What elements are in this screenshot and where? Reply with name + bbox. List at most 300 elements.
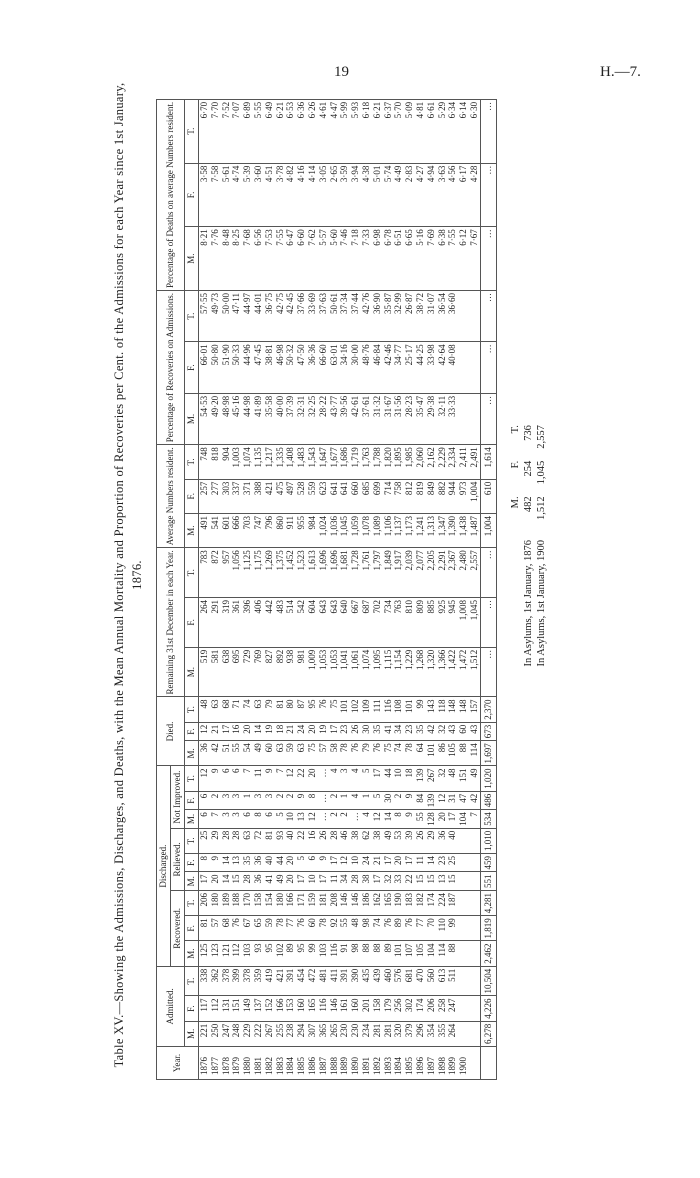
table-cell: 63 bbox=[296, 741, 307, 766]
table-cell: 17 bbox=[372, 872, 383, 891]
total-cell: 1,697 bbox=[480, 741, 496, 766]
sex-header-f: F. bbox=[185, 854, 199, 873]
table-cell: 75 bbox=[329, 697, 340, 722]
table-cell: 378 bbox=[242, 966, 253, 996]
table-cell: 125 bbox=[199, 941, 210, 966]
table-cell: 1,004 bbox=[469, 479, 480, 513]
table-cell: 2 bbox=[285, 791, 296, 810]
table-cell: 3·05 bbox=[318, 163, 329, 227]
col-discharged: Discharged. bbox=[157, 766, 171, 966]
table-cell: 93 bbox=[275, 828, 286, 853]
table-cell: 1,061 bbox=[350, 647, 361, 697]
table-cell: 162 bbox=[372, 891, 383, 916]
year-cell: 1895 bbox=[404, 1047, 415, 1080]
table-cell: 40 bbox=[264, 854, 275, 873]
footer-f-head: F. bbox=[509, 460, 521, 469]
table-cell: 49 bbox=[253, 741, 264, 766]
table-cell: 81 bbox=[264, 828, 275, 853]
table-row bbox=[339, 99, 350, 1079]
footer-t-head: T. bbox=[509, 425, 521, 434]
total-cell: … bbox=[480, 99, 496, 163]
table-cell: 99 bbox=[415, 697, 426, 722]
table-cell: 613 bbox=[437, 966, 448, 996]
table-cell: 60 bbox=[458, 722, 469, 741]
footer-m1: 482 bbox=[522, 496, 534, 513]
table-cell: 4 bbox=[361, 810, 372, 829]
year-cell: 1877 bbox=[210, 1047, 221, 1080]
table-cell: 43 bbox=[469, 722, 480, 741]
table-cell: 2·65 bbox=[329, 163, 340, 227]
table-cell bbox=[458, 916, 469, 941]
table-cell: 1,041 bbox=[339, 647, 350, 697]
table-cell: 77 bbox=[415, 916, 426, 941]
table-cell: 5·60 bbox=[329, 227, 340, 291]
sex-header-t: T. bbox=[185, 891, 199, 916]
year-cell: 1889 bbox=[339, 1047, 350, 1080]
table-cell: 390 bbox=[350, 966, 361, 996]
table-cell: 5·29 bbox=[437, 99, 448, 163]
sex-header-f: F. bbox=[185, 479, 199, 513]
table-cell: 146 bbox=[339, 891, 350, 916]
table-cell: 41 bbox=[383, 722, 394, 741]
year-cell: 1893 bbox=[383, 1047, 394, 1080]
table-cell: 1,335 bbox=[275, 445, 286, 479]
table-cell: 1,366 bbox=[437, 647, 448, 697]
table-cell: 76 bbox=[404, 916, 415, 941]
table-cell: 470 bbox=[415, 966, 426, 996]
table-cell: 4·14 bbox=[307, 163, 318, 227]
table-cell: 819 bbox=[415, 479, 426, 513]
table-cell: 46·98 bbox=[275, 342, 286, 393]
table-cell bbox=[469, 342, 480, 393]
table-row bbox=[329, 99, 340, 1079]
table-cell: 1,512 bbox=[469, 647, 480, 697]
total-cell: … bbox=[480, 163, 496, 227]
table-cell: 31·56 bbox=[393, 393, 404, 444]
page-number: 19 bbox=[334, 64, 349, 80]
total-cell: 4,281 bbox=[480, 891, 496, 916]
table-cell: 186 bbox=[361, 891, 372, 916]
table-cell: 28 bbox=[329, 828, 340, 853]
table-cell: 23 bbox=[437, 854, 448, 873]
table-cell: 19 bbox=[264, 722, 275, 741]
table-cell: 44 bbox=[383, 766, 394, 791]
sex-header-t: T. bbox=[185, 548, 199, 598]
table-cell: 63 bbox=[242, 828, 253, 853]
table-cell: 74 bbox=[372, 916, 383, 941]
table-cell: 6 bbox=[221, 766, 232, 791]
table-cell: 65 bbox=[253, 916, 264, 941]
table-cell: 528 bbox=[296, 479, 307, 513]
total-cell: 1,004 bbox=[480, 513, 496, 547]
table-cell: 114 bbox=[437, 941, 448, 966]
table-cell: 6·37 bbox=[383, 99, 394, 163]
table-cell: 109 bbox=[361, 697, 372, 722]
table-cell bbox=[469, 891, 480, 916]
table-row bbox=[437, 99, 448, 1079]
table-row bbox=[350, 99, 361, 1079]
total-cell: 2,370 bbox=[480, 697, 496, 722]
table-cell: 32 bbox=[437, 766, 448, 791]
table-cell: 687 bbox=[361, 598, 372, 648]
table-cell: 892 bbox=[275, 647, 286, 697]
table-cell: 105 bbox=[415, 941, 426, 966]
year-cell: 1880 bbox=[242, 1047, 253, 1080]
footer-values bbox=[509, 425, 548, 520]
table-cell: 53 bbox=[393, 828, 404, 853]
sex-header-f: F. bbox=[185, 722, 199, 741]
table-cell: 16 bbox=[307, 828, 318, 853]
table-cell: 43·77 bbox=[329, 393, 340, 444]
table-cell: 50·32 bbox=[285, 342, 296, 393]
table-cell: 15 bbox=[231, 872, 242, 891]
table-cell: 139 bbox=[415, 766, 426, 791]
table-cell: 84 bbox=[415, 791, 426, 810]
table-cell: 604 bbox=[307, 598, 318, 648]
table-cell: 1,217 bbox=[264, 445, 275, 479]
table-cell: 42·64 bbox=[437, 342, 448, 393]
table-cell: 1,089 bbox=[372, 513, 383, 547]
col-died: Died. bbox=[157, 697, 185, 766]
table-cell: 399 bbox=[231, 966, 242, 996]
table-cell: 87 bbox=[296, 697, 307, 722]
rotated-table-block bbox=[110, 70, 670, 1080]
table-cell: 1,788 bbox=[372, 445, 383, 479]
table-cell: 104 bbox=[458, 810, 469, 829]
table-cell: 36 bbox=[199, 741, 210, 766]
table-row bbox=[447, 99, 458, 1079]
table-cell: 601 bbox=[221, 513, 232, 547]
table-cell: 99 bbox=[307, 941, 318, 966]
table-cell: 2,557 bbox=[469, 548, 480, 598]
year-cell: 1885 bbox=[296, 1047, 307, 1080]
table-cell: 44·25 bbox=[415, 342, 426, 393]
table-cell: 281 bbox=[383, 1021, 394, 1046]
table-cell bbox=[469, 854, 480, 873]
table-cell: 14 bbox=[383, 810, 394, 829]
table-cell: 1,422 bbox=[447, 647, 458, 697]
table-cell: 10 bbox=[285, 810, 296, 829]
table-cell: 411 bbox=[329, 966, 340, 996]
table-cell: 1,728 bbox=[350, 548, 361, 598]
footer-line-1876: In Asylums, 1st January, 1876 bbox=[522, 540, 534, 667]
table-cell: 559 bbox=[307, 479, 318, 513]
table-cell: 8 bbox=[307, 791, 318, 810]
table-cell: 41 bbox=[264, 872, 275, 891]
table-cell: 267 bbox=[264, 1021, 275, 1046]
total-cell: 459 bbox=[480, 854, 496, 873]
table-cell: 23 bbox=[404, 722, 415, 741]
table-cell: 33·69 bbox=[307, 291, 318, 342]
table-cell: 12 bbox=[285, 766, 296, 791]
table-cell: 4 bbox=[329, 766, 340, 791]
sex-header-t: T. bbox=[185, 828, 199, 853]
table-cell: 15 bbox=[447, 872, 458, 891]
table-row bbox=[458, 99, 469, 1079]
table-cell: 49·20 bbox=[210, 393, 221, 444]
table-cell: 872 bbox=[210, 548, 221, 598]
table-cell: 4 bbox=[350, 791, 361, 810]
table-cell: 419 bbox=[264, 966, 275, 996]
table-cell: 2·83 bbox=[404, 163, 415, 227]
table-cell: 6·53 bbox=[285, 99, 296, 163]
table-cell: 165 bbox=[307, 996, 318, 1021]
total-cell: 673 bbox=[480, 722, 496, 741]
table-cell bbox=[458, 941, 469, 966]
table-cell: 354 bbox=[426, 1021, 437, 1046]
table-cell: 28 bbox=[242, 872, 253, 891]
table-cell: 23 bbox=[339, 722, 350, 741]
table-cell: 116 bbox=[383, 697, 394, 722]
table-cell: 57 bbox=[210, 916, 221, 941]
table-cell: 5 bbox=[361, 766, 372, 791]
table-cell: 44·97 bbox=[242, 291, 253, 342]
table-cell: 1 bbox=[361, 791, 372, 810]
table-cell: 20 bbox=[210, 872, 221, 891]
table-cell: 12 bbox=[199, 722, 210, 741]
table-cell: 5·09 bbox=[404, 99, 415, 163]
table-cell: 7·46 bbox=[339, 227, 350, 291]
table-cell: 39 bbox=[404, 828, 415, 853]
table-cell: 148 bbox=[458, 697, 469, 722]
table-cell: … bbox=[318, 791, 329, 810]
table-cell: 511 bbox=[447, 966, 458, 996]
sex-header-t: T. bbox=[185, 291, 199, 342]
footer-f1: 254 bbox=[522, 460, 534, 477]
year-cell: 1899 bbox=[447, 1047, 458, 1080]
table-cell: 1,078 bbox=[361, 513, 372, 547]
table-cell: 49 bbox=[275, 872, 286, 891]
table-cell: 4·74 bbox=[231, 163, 242, 227]
table-cell: 703 bbox=[242, 513, 253, 547]
table-row bbox=[383, 99, 394, 1079]
table-cell: 32·31 bbox=[296, 393, 307, 444]
table-cell: 76 bbox=[372, 741, 383, 766]
table-cell: 1,115 bbox=[383, 647, 394, 697]
table-cell: 2 bbox=[339, 810, 350, 829]
table-row bbox=[393, 99, 404, 1079]
table-cell: 32·11 bbox=[437, 393, 448, 444]
table-cell: 361 bbox=[231, 598, 242, 648]
table-cell: 174 bbox=[426, 891, 437, 916]
table-cell: 12 bbox=[339, 854, 350, 873]
footer-m2: 1,512 bbox=[535, 496, 547, 520]
table-cell: 20 bbox=[307, 722, 318, 741]
table-cell: 1,137 bbox=[393, 513, 404, 547]
total-cell: … bbox=[480, 548, 496, 598]
table-cell: 98 bbox=[361, 916, 372, 941]
table-cell: 257 bbox=[199, 479, 210, 513]
table-cell: 95 bbox=[296, 941, 307, 966]
sex-header-t: T. bbox=[185, 445, 199, 479]
table-cell: 491 bbox=[199, 513, 210, 547]
table-row bbox=[199, 99, 210, 1079]
table-row bbox=[469, 99, 480, 1079]
table-cell: 2,229 bbox=[437, 445, 448, 479]
table-cell: 36 bbox=[437, 828, 448, 853]
table-cell: 35·47 bbox=[415, 393, 426, 444]
table-cell: 35·87 bbox=[383, 291, 394, 342]
footer-labels bbox=[509, 520, 548, 1080]
col-remaining: Remaining 31st December in each Year. bbox=[157, 548, 185, 697]
table-cell: 8 bbox=[393, 810, 404, 829]
table-cell: 34 bbox=[339, 872, 350, 891]
table-cell: 151 bbox=[458, 766, 469, 791]
table-cell: 46·84 bbox=[372, 342, 383, 393]
table-cell bbox=[458, 828, 469, 853]
table-cell: 1,036 bbox=[329, 513, 340, 547]
table-cell: 57 bbox=[318, 741, 329, 766]
table-cell: 75 bbox=[307, 741, 318, 766]
table-cell: 42·46 bbox=[383, 342, 394, 393]
col-recovered: Recovered. bbox=[171, 891, 185, 967]
table-cell: 32 bbox=[437, 722, 448, 741]
total-cell: 2,462 bbox=[480, 941, 496, 966]
total-cell: 534 bbox=[480, 810, 496, 829]
table-cell: 1,472 bbox=[458, 647, 469, 697]
table-cell: 9 bbox=[404, 791, 415, 810]
table-cell: 4·38 bbox=[361, 163, 372, 227]
table-cell: 7·68 bbox=[242, 227, 253, 291]
table-cell: 15 bbox=[426, 872, 437, 891]
table-cell: 641 bbox=[329, 479, 340, 513]
table-cell: 99 bbox=[447, 916, 458, 941]
table-cell: 827 bbox=[264, 647, 275, 697]
table-cell: 51 bbox=[221, 741, 232, 766]
table-cell: 62 bbox=[361, 828, 372, 853]
table-cell bbox=[458, 891, 469, 916]
table-cell: 5·39 bbox=[242, 163, 253, 227]
sex-header-m: M. bbox=[185, 1021, 199, 1046]
table-cell: 139 bbox=[426, 791, 437, 810]
table-cell: 63 bbox=[275, 741, 286, 766]
table-cell: 3·58 bbox=[199, 163, 210, 227]
table-cell: 796 bbox=[264, 513, 275, 547]
table-cell: 643 bbox=[318, 598, 329, 648]
table-cell: 103 bbox=[242, 941, 253, 966]
table-cell: 42 bbox=[469, 791, 480, 810]
table-cell: 6·65 bbox=[404, 227, 415, 291]
table-cell bbox=[458, 393, 469, 444]
table-cell: 161 bbox=[339, 996, 350, 1021]
table-cell: 34·16 bbox=[339, 342, 350, 393]
table-cell: 1,763 bbox=[361, 445, 372, 479]
table-cell: 9 bbox=[404, 810, 415, 829]
table-cell: 2,411 bbox=[458, 445, 469, 479]
col-pct-deaths: Percentage of Deaths on average Numbers resident. bbox=[157, 99, 185, 290]
table-cell: 6·12 bbox=[458, 227, 469, 291]
table-cell: 160 bbox=[296, 996, 307, 1021]
table-cell: 809 bbox=[415, 598, 426, 648]
statistics-table bbox=[156, 99, 497, 1080]
table-cell: 729 bbox=[242, 647, 253, 697]
year-cell: 1881 bbox=[253, 1047, 264, 1080]
table-cell: 20 bbox=[242, 722, 253, 741]
table-cell: 51·90 bbox=[221, 342, 232, 393]
table-cell: 406 bbox=[253, 598, 264, 648]
year-cell: 1896 bbox=[415, 1047, 426, 1080]
table-cell: 24 bbox=[296, 722, 307, 741]
table-cell: 224 bbox=[437, 891, 448, 916]
table-cell: 291 bbox=[210, 598, 221, 648]
table-cell: 188 bbox=[231, 891, 242, 916]
table-cell: 258 bbox=[437, 996, 448, 1021]
table-cell: 1,408 bbox=[285, 445, 296, 479]
table-cell: 1,686 bbox=[339, 445, 350, 479]
table-cell: 114 bbox=[469, 741, 480, 766]
table-cell: 1,313 bbox=[426, 513, 437, 547]
table-cell: 944 bbox=[447, 479, 458, 513]
table-cell: 46 bbox=[339, 828, 350, 853]
table-cell: 59 bbox=[264, 916, 275, 941]
table-cell: 1,175 bbox=[253, 548, 264, 598]
table-cell: 20 bbox=[393, 854, 404, 873]
table-cell: 1,917 bbox=[393, 548, 404, 598]
table-cell: 667 bbox=[350, 598, 361, 648]
table-cell: 33 bbox=[393, 872, 404, 891]
table-cell: 581 bbox=[210, 647, 221, 697]
table-cell: 80 bbox=[285, 697, 296, 722]
table-cell: 6·49 bbox=[264, 99, 275, 163]
table-cell: 42·45 bbox=[285, 291, 296, 342]
year-cell: 1898 bbox=[437, 1047, 448, 1080]
year-cell: 1900 bbox=[458, 1047, 469, 1080]
table-cell bbox=[458, 996, 469, 1021]
table-cell: 137 bbox=[253, 996, 264, 1021]
table-cell: 72 bbox=[253, 828, 264, 853]
table-cell: 154 bbox=[264, 891, 275, 916]
table-cell: 16 bbox=[231, 722, 242, 741]
table-cell: 1,229 bbox=[404, 647, 415, 697]
table-cell: 7 bbox=[242, 766, 253, 791]
table-cell: 7·55 bbox=[275, 227, 286, 291]
table-cell: 699 bbox=[372, 479, 383, 513]
table-cell: 37·39 bbox=[285, 393, 296, 444]
table-cell: 681 bbox=[404, 966, 415, 996]
table-cell: 1,895 bbox=[393, 445, 404, 479]
sex-header-m: M. bbox=[185, 393, 199, 444]
table-cell: 121 bbox=[221, 941, 232, 966]
table-cell: 22 bbox=[296, 766, 307, 791]
table-cell: 183 bbox=[404, 891, 415, 916]
table-cell: 187 bbox=[447, 891, 458, 916]
table-cell: 6·14 bbox=[458, 99, 469, 163]
table-cell: 38 bbox=[350, 828, 361, 853]
table-cell: 957 bbox=[221, 548, 232, 598]
table-cell: 63 bbox=[210, 697, 221, 722]
table-cell: 41·89 bbox=[253, 393, 264, 444]
table-cell: 6·21 bbox=[372, 99, 383, 163]
table-cell: 1,543 bbox=[307, 445, 318, 479]
table-cell: 541 bbox=[210, 513, 221, 547]
table-cell: 695 bbox=[231, 647, 242, 697]
table-cell: 320 bbox=[393, 1021, 404, 1046]
table-cell: 981 bbox=[296, 647, 307, 697]
table-cell: 7·58 bbox=[210, 163, 221, 227]
table-cell: 33·33 bbox=[447, 393, 458, 444]
table-cell: 42·61 bbox=[350, 393, 361, 444]
table-cell: 396 bbox=[242, 598, 253, 648]
table-cell: 13 bbox=[437, 872, 448, 891]
table-cell: 101 bbox=[339, 697, 350, 722]
table-cell: 1,009 bbox=[307, 647, 318, 697]
table-cell: … bbox=[350, 810, 361, 829]
table-cell: 21 bbox=[285, 722, 296, 741]
table-cell: 88 bbox=[447, 941, 458, 966]
table-cell: 6·78 bbox=[383, 227, 394, 291]
table-cell: 152 bbox=[264, 996, 275, 1021]
table-cell: 44·98 bbox=[242, 393, 253, 444]
